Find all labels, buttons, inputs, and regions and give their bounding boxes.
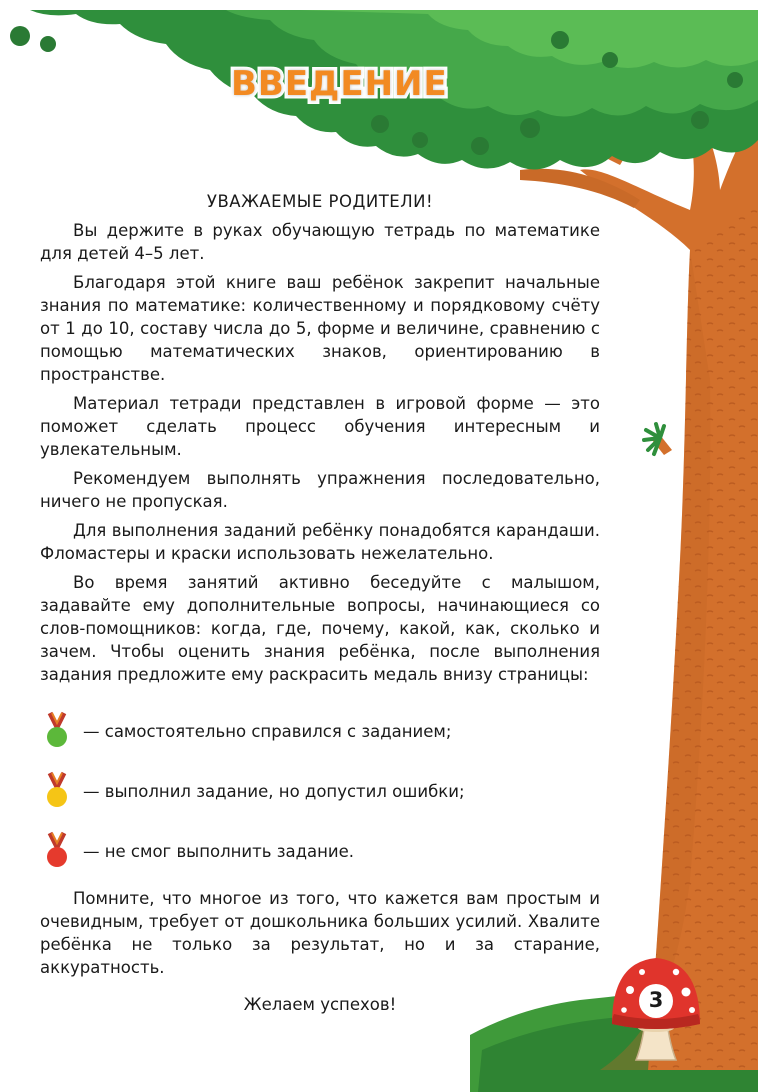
medal-description: — самостоятельно справился с заданием; <box>83 721 452 741</box>
red-medal-icon <box>43 831 71 871</box>
paragraph: Для выполнения заданий ребёнку понадобятся карандаши. Фломастеры и краски использовать нежелательно. <box>40 521 600 563</box>
medal-legend <box>40 701 600 881</box>
document-body <box>40 190 600 1016</box>
paragraph: Рекомендуем выполнять упражнения последовательно, ничего не пропуская. <box>40 469 600 511</box>
green-medal-icon <box>43 711 71 751</box>
page-number: 3 <box>648 988 664 1012</box>
medal-legend-item <box>40 701 600 761</box>
medal-description: — не смог выполнить задание. <box>83 841 355 861</box>
paragraph: Вы держите в руках обучающую тетрадь по математике для детей 4–5 лет. <box>40 221 600 263</box>
paragraph: Помните, что многое из того, что кажется вам простым и очевидным, требует от дошкольника больших усилий. Хвалите ребёнка не только за результат, но и за старание, аккуратность. <box>40 889 600 977</box>
paragraph: Материал тетради представлен в игровой форме — это поможет сделать процесс обучения интересным и увлекательным. <box>40 394 600 459</box>
medal-legend-item <box>40 821 600 881</box>
closing-line: Желаем успехов! <box>243 995 397 1014</box>
medal-description: — выполнил задание, но допустил ошибки; <box>83 781 465 801</box>
medal-legend-item <box>40 761 600 821</box>
paragraph: Во время занятий активно беседуйте с малышом, задавайте ему дополнительные вопросы, начинающиеся со слов-помощников: когда, где, почему, какой, как, сколько и зачем. Чтобы оценить знания ребёнка, после выполнения задания предложите ему раскрасить медаль внизу страницы: <box>40 573 600 684</box>
yellow-medal-icon <box>43 771 71 811</box>
greeting-heading: УВАЖАЕМЫЕ РОДИТЕЛИ! <box>206 192 434 211</box>
page-title: ВВЕДЕНИЕ <box>231 64 448 104</box>
paragraph: Благодаря этой книге ваш ребёнок закрепит начальные знания по математике: количественному и порядковому счёту от 1 до 10, составу числа до 5, форме и величине, сравнению с помощью математических знаков, ориентированию в пространстве. <box>40 273 600 384</box>
